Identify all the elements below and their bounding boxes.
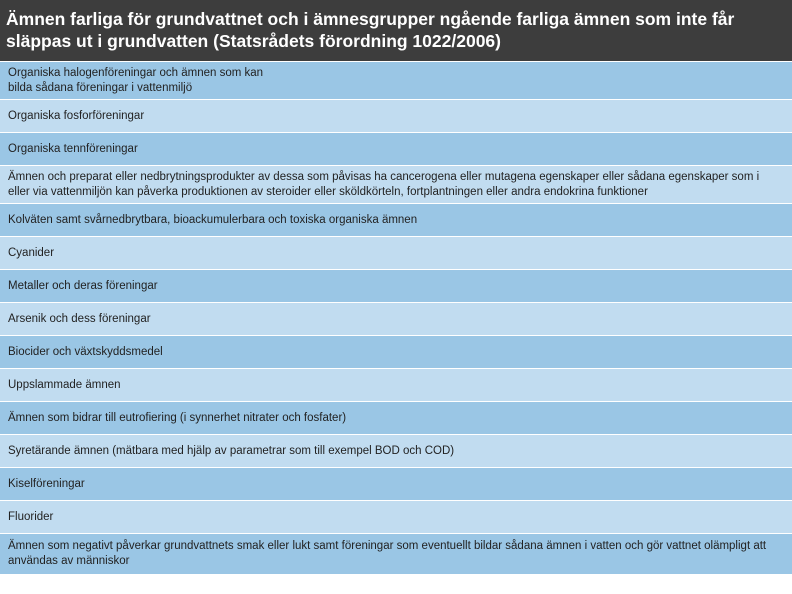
table-row — [0, 435, 792, 468]
table-row — [0, 534, 792, 574]
table-title: Ämnen farliga för grundvattnet och i ämnesgrupper ngående farliga ämnen som inte får släppas ut i grundvatten (Statsrådets förordning 1022/2006) — [0, 0, 792, 62]
row-text: Organiska halogenföreningar och ämnen som kan bilda sådana föreningar i vattenmiljö — [8, 66, 264, 94]
row-text: Kolväten samt svårnedbrytbara, bioackumulerbara och toxiska organiska ämnen — [8, 213, 418, 226]
table-row — [0, 133, 792, 166]
table-row — [0, 336, 792, 369]
table-row — [0, 100, 792, 133]
row-text: Ämnen som bidrar till eutrofiering (i synnerhet nitrater och fosfater) — [8, 411, 347, 424]
row-text: Cyanider — [8, 246, 55, 259]
row-text: Biocider och växtskyddsmedel — [8, 345, 163, 358]
row-text: Uppslammade ämnen — [8, 378, 121, 391]
table-row — [0, 166, 792, 204]
row-text: Metaller och deras föreningar — [8, 279, 158, 292]
row-text: Organiska tennföreningar — [8, 142, 138, 155]
table-row — [0, 62, 792, 100]
row-text: Arsenik och dess föreningar — [8, 312, 151, 325]
table-row — [0, 270, 792, 303]
table-row — [0, 204, 792, 237]
table-row — [0, 402, 792, 435]
row-text: Ämnen som negativt påverkar grundvattnets smak eller lukt samt föreningar som eventuellt bildar sådana ämnen i vatten och gör vattnet olämpligt att användas av människor — [8, 540, 767, 567]
table-row — [0, 369, 792, 402]
row-text: Syretärande ämnen (mätbara med hjälp av parametrar som till exempel BOD och COD) — [8, 444, 455, 457]
table-row — [0, 468, 792, 501]
row-text: Organiska fosforföreningar — [8, 109, 145, 122]
row-text: Ämnen och preparat eller nedbrytningsprodukter av dessa som påvisas ha cancerogena eller mutagena egenskaper eller sådana egenskaper som i eller via vattenmiljön kan påverka produktionen av steroider eller sköldkörteln, fortplantningen eller andra endokrina funktioner — [8, 170, 760, 198]
table-row — [0, 501, 792, 534]
row-text: Kiselföreningar — [8, 477, 85, 490]
table-row — [0, 237, 792, 270]
row-text: Fluorider — [8, 510, 54, 523]
table-row — [0, 303, 792, 336]
